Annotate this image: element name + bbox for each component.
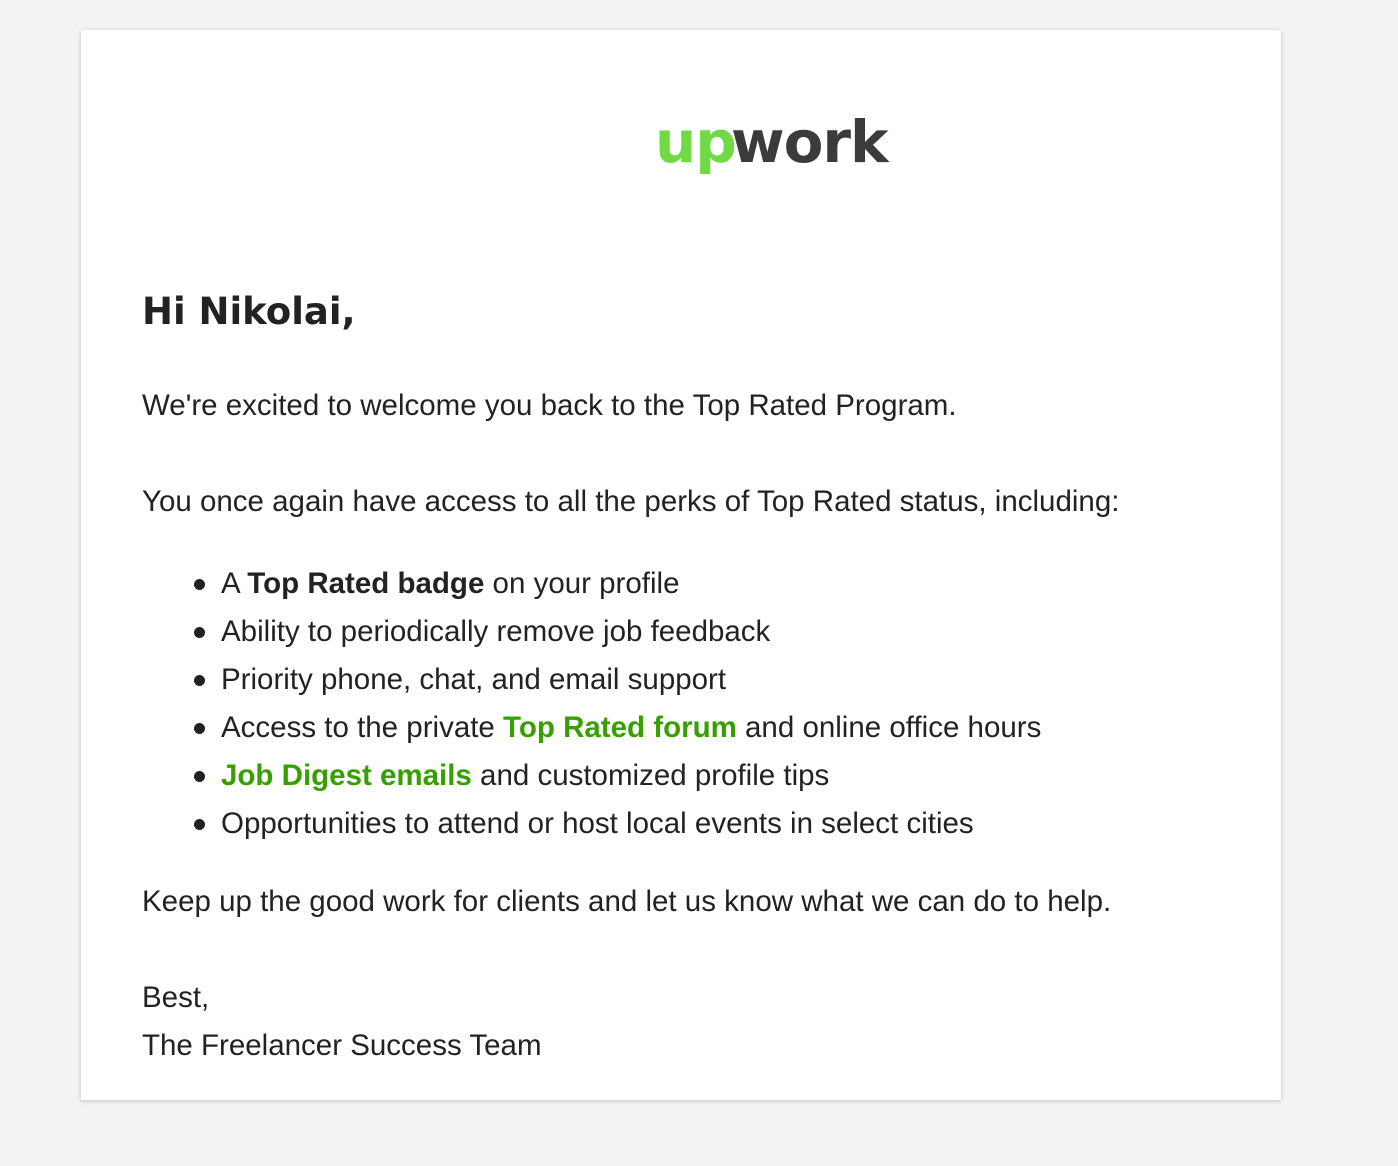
top-rated-badge-text: Top Rated badge [247, 567, 485, 600]
logo-work-text: work [731, 108, 888, 176]
perk-text: A [221, 567, 248, 600]
perk-text: on your profile [484, 567, 680, 600]
perk-text: and online office hours [736, 711, 1042, 744]
bullet-icon [194, 627, 205, 638]
perks-list [142, 560, 1041, 848]
perk-text: Opportunities to attend or host local events in select cities [221, 807, 974, 840]
list-item-job-digest [142, 752, 1041, 800]
list-item-local-events [142, 800, 1041, 848]
logo-up-text: up [655, 108, 736, 176]
perks-intro-paragraph: You once again have access to all the perks of Top Rated status, including: [142, 485, 1120, 518]
upwork-logo[interactable] [655, 108, 888, 182]
signature-text: The Freelancer Success Team [142, 1029, 542, 1062]
signoff-text: Best, [142, 981, 210, 1014]
bullet-icon [194, 723, 205, 734]
top-rated-forum-link[interactable]: Top Rated forum [503, 711, 737, 744]
perk-text: Priority phone, chat, and email support [221, 663, 727, 696]
list-item-priority-support [142, 656, 1041, 704]
bullet-icon [194, 675, 205, 686]
intro-paragraph: We're excited to welcome you back to the Top Rated Program. [142, 389, 957, 422]
bullet-icon [194, 771, 205, 782]
list-item-private-forum [142, 704, 1041, 752]
list-item-top-rated-badge [142, 560, 1041, 608]
job-digest-emails-link[interactable]: Job Digest emails [221, 759, 472, 792]
upwork-logo-icon [655, 108, 888, 182]
bullet-icon [194, 579, 205, 590]
perk-text: Ability to periodically remove job feedback [221, 615, 771, 648]
greeting-heading: Hi Nikolai, [142, 290, 356, 333]
bullet-icon [194, 819, 205, 830]
closing-paragraph: Keep up the good work for clients and let us know what we can do to help. [142, 885, 1112, 918]
perk-text: Access to the private [221, 711, 504, 744]
list-item-remove-feedback [142, 608, 1041, 656]
email-card [81, 30, 1281, 1100]
perk-text: and customized profile tips [471, 759, 830, 792]
